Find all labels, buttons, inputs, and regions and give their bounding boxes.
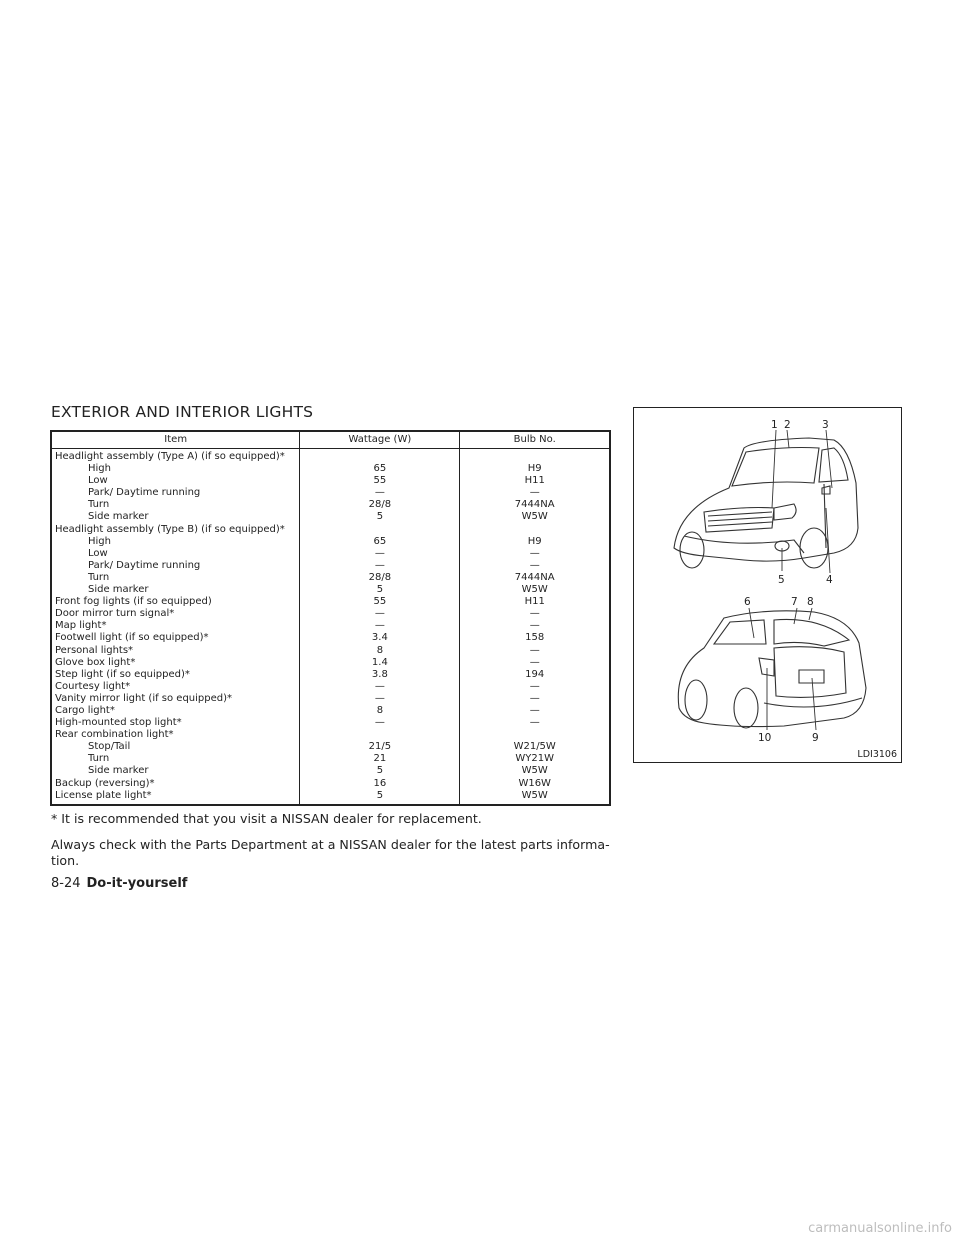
- page-footer: [51, 876, 187, 891]
- table-row-wattage: 8: [376, 644, 384, 656]
- table-row-wattage: 28/8: [368, 499, 392, 511]
- table-row-wattage: —: [374, 487, 385, 499]
- table-row-bulb: [460, 451, 609, 463]
- table-row-wattage: —: [374, 692, 385, 704]
- table-row-bulb: W16W: [518, 777, 551, 789]
- table-row-item: Low: [88, 475, 108, 487]
- table-row-bulb: 194: [525, 668, 545, 680]
- table-row-bulb: —: [529, 487, 540, 499]
- table-row-bulb: W5W: [521, 584, 548, 596]
- table-row-wattage: [300, 524, 459, 536]
- table-row-bulb: W5W: [521, 511, 548, 523]
- table-row-wattage: 55: [373, 475, 387, 487]
- table-row-item: Glove box light*: [55, 656, 136, 668]
- table-row-bulb: —: [529, 680, 540, 692]
- table-row-wattage: [300, 451, 459, 463]
- table-row-wattage: —: [374, 559, 385, 571]
- table-row-bulb: —: [529, 547, 540, 559]
- header-bulb: Bulb No.: [460, 431, 610, 449]
- table-row-item: Cargo light*: [55, 704, 115, 716]
- table-row-item: Rear combination light*: [55, 729, 174, 741]
- table-row-item: Stop/Tail: [88, 741, 131, 753]
- table-row-bulb: —: [529, 692, 540, 704]
- rear-bumper: [764, 698, 862, 707]
- table-row-wattage: 55: [373, 596, 387, 608]
- table-row-wattage: —: [374, 620, 385, 632]
- table-header-row: [51, 431, 610, 449]
- table-row-bulb: —: [529, 644, 540, 656]
- table-row-bulb: 7444NA: [514, 499, 555, 511]
- table-row-wattage: 3.4: [371, 632, 388, 644]
- table-row-wattage: 21/5: [368, 741, 392, 753]
- table-row-item: Courtesy light*: [55, 680, 131, 692]
- table-row-item: Headlight assembly (Type B) (if so equipped)*: [55, 523, 285, 535]
- callout-9: 9: [812, 732, 819, 744]
- table-row-item: Low: [88, 547, 108, 559]
- header-wattage: Wattage (W): [300, 431, 460, 449]
- callout-4: 4: [826, 574, 833, 586]
- table-row-item: License plate light*: [55, 789, 152, 801]
- table-row-bulb: —: [529, 656, 540, 668]
- table-row-bulb: WY21W: [515, 753, 554, 765]
- callout-1: 1: [771, 419, 778, 431]
- table-row-wattage: —: [374, 717, 385, 729]
- table-row-wattage: 8: [376, 704, 384, 716]
- table-body-row: [51, 449, 610, 805]
- table-row-wattage: —: [374, 680, 385, 692]
- table-row-bulb: W5W: [521, 789, 548, 801]
- figure-code: LDI3106: [857, 749, 897, 760]
- rear-tailgate: [774, 647, 846, 698]
- header-item: Item: [51, 431, 300, 449]
- lights-table: [50, 430, 611, 806]
- table-row-wattage: 5: [376, 765, 384, 777]
- front-mirror: [822, 486, 830, 494]
- front-grille-bars: [708, 512, 772, 526]
- front-grille: [704, 508, 774, 533]
- table-row-wattage: 28/8: [368, 571, 392, 583]
- table-row-wattage: 5: [376, 511, 384, 523]
- table-row-wattage: [300, 729, 459, 741]
- section-name: Do-it-yourself: [86, 876, 188, 891]
- table-row-wattage: 1.4: [371, 656, 388, 668]
- table-row-bulb: W21/5W: [513, 741, 556, 753]
- table-row-wattage: —: [374, 608, 385, 620]
- table-row-item: Backup (reversing)*: [55, 777, 155, 789]
- table-row-bulb: —: [529, 717, 540, 729]
- rear-car-body: [678, 611, 866, 727]
- bulb-column: [460, 449, 610, 805]
- table-row-bulb: [460, 524, 609, 536]
- callout-10: 10: [758, 732, 772, 744]
- rear-license-plate: [799, 670, 824, 683]
- table-row-wattage: 3.8: [371, 668, 388, 680]
- table-row-bulb: [460, 729, 609, 741]
- callout-3: 3: [822, 419, 829, 431]
- callout-6: 6: [744, 596, 751, 608]
- table-row-item: Front fog lights (if so equipped): [55, 596, 212, 608]
- rear-combination-light: [759, 658, 774, 676]
- parts-note-line1: Always check with the Parts Department at a NISSAN dealer for the latest parts informa-: [51, 837, 610, 852]
- table-row-bulb: H9: [527, 463, 542, 475]
- callout-8: 8: [807, 596, 814, 608]
- rear-left-wheel: [685, 680, 707, 720]
- front-side-window: [819, 448, 848, 482]
- table-row-item: Park/ Daytime running: [88, 487, 201, 499]
- table-row-bulb: —: [529, 620, 540, 632]
- vehicle-illustration: [634, 408, 900, 761]
- table-row-wattage: —: [374, 547, 385, 559]
- table-row-item: Turn: [88, 499, 110, 511]
- front-right-wheel: [800, 528, 828, 568]
- callout-5: 5: [778, 574, 785, 586]
- table-row-bulb: —: [529, 559, 540, 571]
- parts-note-line2: tion.: [51, 853, 80, 868]
- table-row-wattage: 65: [373, 463, 387, 475]
- watermark-text: carmanualsonline.info: [808, 1221, 952, 1236]
- rear-side-window: [714, 620, 766, 644]
- table-row-wattage: 5: [376, 789, 384, 801]
- wattage-column: [300, 449, 460, 805]
- table-row-item: Side marker: [88, 511, 149, 523]
- table-row-wattage: 16: [373, 777, 387, 789]
- table-row-bulb: H11: [524, 596, 545, 608]
- table-row-item: Footwell light (if so equipped)*: [55, 632, 209, 644]
- replacement-note: * It is recommended that you visit a NISSAN dealer for replacement.: [51, 811, 482, 826]
- table-row-wattage: 65: [373, 535, 387, 547]
- table-row-item: Door mirror turn signal*: [55, 608, 175, 620]
- table-row-wattage: 5: [376, 584, 384, 596]
- page-number: 8-24: [51, 876, 81, 891]
- rear-right-wheel: [734, 688, 758, 728]
- table-row-item: Vanity mirror light (if so equipped)*: [55, 692, 233, 704]
- table-row-bulb: —: [529, 608, 540, 620]
- section-title: EXTERIOR AND INTERIOR LIGHTS: [51, 403, 314, 421]
- table-row-wattage: 21: [373, 753, 387, 765]
- table-row-bulb: 7444NA: [514, 571, 555, 583]
- callout-2: 2: [784, 419, 791, 431]
- table-row-item: Turn: [88, 753, 110, 765]
- table-row-item: Map light*: [55, 620, 107, 632]
- table-row-item: High: [88, 535, 111, 547]
- table-row-item: Headlight assembly (Type A) (if so equipped)*: [55, 451, 285, 462]
- table-row-item: Park/ Daytime running: [88, 559, 201, 571]
- table-row-item: High-mounted stop light*: [55, 717, 182, 729]
- front-windshield: [732, 448, 819, 487]
- callout-7: 7: [791, 596, 798, 608]
- vehicle-lights-figure: [633, 407, 902, 763]
- table-row-item: Personal lights*: [55, 644, 134, 656]
- rear-window: [774, 619, 849, 646]
- table-row-bulb: 158: [525, 632, 545, 644]
- table-row-bulb: —: [529, 704, 540, 716]
- table-row-item: Step light (if so equipped)*: [55, 668, 190, 680]
- table-row-bulb: W5W: [521, 765, 548, 777]
- table-row-item: High: [88, 463, 111, 475]
- table-row-bulb: H9: [527, 535, 542, 547]
- front-headlight: [774, 504, 796, 520]
- table-row-item: Side marker: [88, 584, 149, 596]
- table-row-bulb: H11: [524, 475, 545, 487]
- table-row-item: Turn: [88, 571, 110, 583]
- table-row-item: Side marker: [88, 765, 149, 777]
- item-column: [51, 449, 300, 805]
